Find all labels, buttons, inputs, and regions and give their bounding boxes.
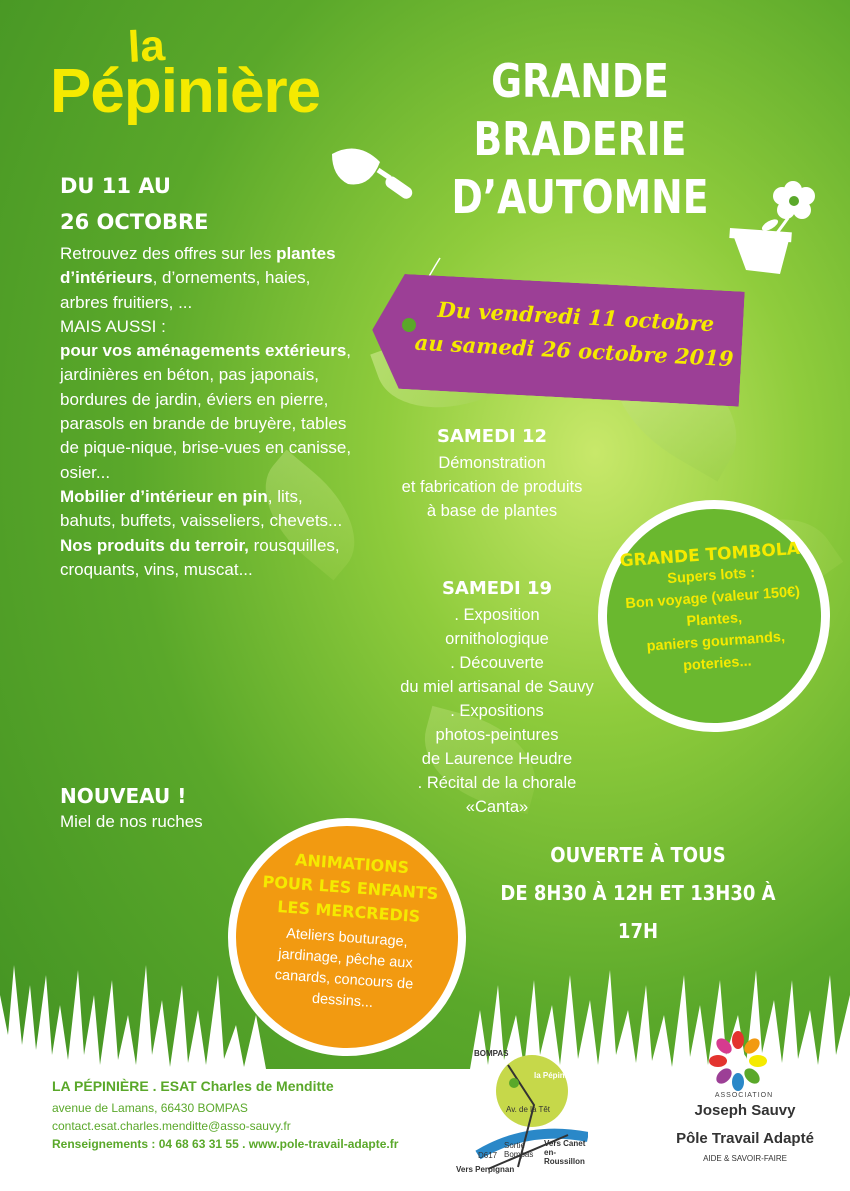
samedi-12-line: et fabrication de produits xyxy=(401,478,583,496)
offers-terroir: Nos produits du terroir, xyxy=(60,535,249,555)
samedi-19-line: photos-peintures xyxy=(435,726,559,744)
offers-furniture: Mobilier d’intérieur en pin xyxy=(60,486,268,506)
offers-furniture-rest: , lits, bahuts, buffets, vaisseliers, chevets... xyxy=(60,486,343,531)
association-label: ASSOCIATION xyxy=(714,1092,774,1099)
samedi-19-heading: SAMEDI 19 xyxy=(441,578,553,599)
tag-hole xyxy=(402,318,416,332)
tombola-line: poteries... xyxy=(682,653,753,675)
samedi-19-line: de Laurence Heudre xyxy=(421,750,573,768)
offers-intro: Retrouvez des offres sur les xyxy=(60,244,277,263)
flowerpot-icon xyxy=(718,170,828,280)
tombola-line: Plantes, xyxy=(685,610,743,630)
association-pole: Pôle Travail Adapté xyxy=(676,1130,814,1147)
samedi-19-line: ornithologique xyxy=(445,630,549,648)
map-d617: D617 xyxy=(478,1151,498,1160)
animations-line: jardinage, pêche aux xyxy=(277,946,414,972)
dates-line-2: 26 OCTOBRE xyxy=(60,210,209,234)
animations-line: canards, concours de xyxy=(274,967,414,993)
animations-heading-1: ANIMATIONS xyxy=(294,850,410,878)
opening-hours xyxy=(496,836,780,950)
samedi-19-line: . Exposition xyxy=(454,606,540,624)
opening-line-2: DE 8H30 À 12H ET 13H30 À 17H xyxy=(500,881,776,943)
samedi-19-line: . Expositions xyxy=(450,702,544,720)
tombola-heading: GRANDE TOMBOLA xyxy=(619,538,801,572)
animations-heading-2: POUR LES ENFANTS xyxy=(261,872,439,904)
main-title xyxy=(449,52,711,226)
offers-terroir-rest: rousquilles, croquants, vins, muscat... xyxy=(60,535,340,579)
footer-name: LA PÉPINIÈRE . ESAT Charles de Menditte xyxy=(52,1078,334,1094)
dates-heading xyxy=(60,168,209,240)
footer-phone[interactable]: Renseignements : 04 68 63 31 55 xyxy=(52,1137,239,1151)
logo-la: la xyxy=(126,21,166,72)
tombola-line: Supers lots : xyxy=(666,565,756,588)
map-avenue: Av. de la Têt xyxy=(506,1105,551,1114)
logo-pepiniere: Pépinière xyxy=(50,57,321,126)
dates-line-1: DU 11 AU xyxy=(60,174,171,198)
offers-exterior-rest: , jardinières en béton, pas japonais, bordures de jardin, éviers en pierre, parasols en brande de bruyère, tables de pique-nique, brise-vues en canisse, osier... xyxy=(60,341,352,482)
tag-line-2: au samedi 26 octobre 2019 xyxy=(414,329,735,372)
footer-email[interactable]: contact.esat.charles.menditte@asso-sauvy.fr xyxy=(52,1119,291,1133)
map-sortie: Sortie Bompas xyxy=(504,1141,534,1159)
map-bompas: BOMPAS xyxy=(474,1049,509,1058)
footer-info xyxy=(52,1137,398,1151)
samedi-19-block xyxy=(362,578,632,819)
samedi-12-line: Démonstration xyxy=(438,454,546,472)
samedi-12-line: à base de plantes xyxy=(426,502,558,520)
samedi-12-heading: SAMEDI 12 xyxy=(436,426,548,447)
offers-text xyxy=(60,242,360,582)
tombola-line: paniers gourmands, xyxy=(646,629,786,655)
map-vers-canet: Vers Canet en-Roussillon xyxy=(544,1139,586,1166)
offers-plants-rest: , d’ornements, haies, arbres fruitiers, ... xyxy=(60,268,311,312)
offers-plants: plantes d’intérieurs xyxy=(60,244,336,288)
footer-website[interactable]: . www.pole-travail-adapte.fr xyxy=(238,1137,399,1151)
tag-line-1: Du vendredi 11 octobre xyxy=(437,296,715,337)
map-pepiniere: la Pépinière xyxy=(534,1071,579,1080)
association-tagline: AIDE & SAVOIR-FAIRE xyxy=(703,1154,787,1163)
offers-exterior: pour vos aménagements extérieurs xyxy=(60,341,347,361)
nouveau-heading: NOUVEAU ! xyxy=(60,784,187,808)
animations-line: Ateliers bouturage, xyxy=(285,925,409,951)
map-vers-perpignan: Vers Perpignan xyxy=(456,1165,515,1174)
association-logo-icon xyxy=(706,1030,770,1092)
title-line-1: GRANDE xyxy=(491,54,669,108)
title-line-3: D’AUTOMNE xyxy=(451,170,709,224)
location-map xyxy=(448,1045,588,1180)
tombola-line: Bon voyage (valeur 150€) xyxy=(624,583,801,613)
samedi-19-line: «Canta» xyxy=(465,798,529,816)
samedi-19-line: du miel artisanal de Sauvy xyxy=(400,678,594,696)
footer-address: avenue de Lamans, 66430 BOMPAS xyxy=(52,1101,248,1115)
opening-line-1: OUVERTE À TOUS xyxy=(550,843,726,867)
nouveau-text: Miel de nos ruches xyxy=(60,812,203,831)
animations-line: dessins... xyxy=(311,990,374,1011)
animations-heading-3: LES MERCREDIS xyxy=(276,897,421,927)
title-line-2: BRADERIE xyxy=(473,112,687,166)
trowel-icon xyxy=(328,140,423,215)
map-river: La Têt xyxy=(470,1129,494,1138)
samedi-19-line: . Découverte xyxy=(450,654,544,672)
samedi-19-line: . Récital de la chorale xyxy=(417,774,577,792)
association-name: Joseph Sauvy xyxy=(694,1102,796,1119)
samedi-12-block xyxy=(372,426,612,523)
offers-mais-aussi: MAIS AUSSI : xyxy=(60,316,166,336)
